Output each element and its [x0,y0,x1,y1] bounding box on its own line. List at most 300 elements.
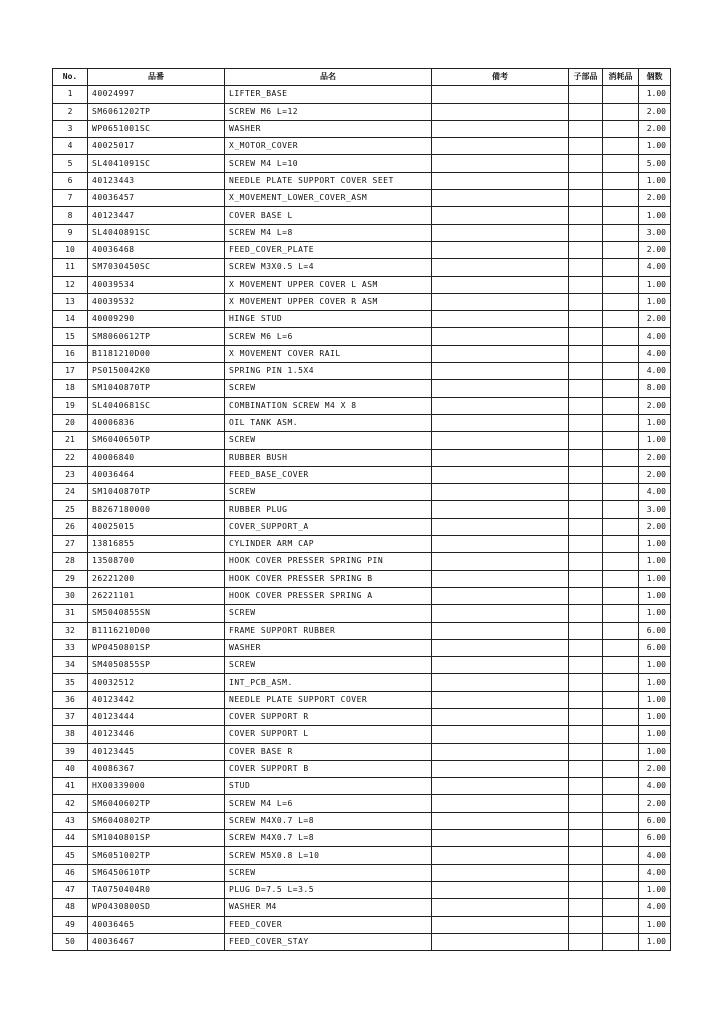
remarks [432,380,569,397]
consumable-flag [603,726,639,743]
part-name: X MOVEMENT COVER RAIL [225,345,432,362]
part-number: SM6040650TP [88,432,225,449]
row-number: 34 [53,657,88,674]
part-number: SM8060612TP [88,328,225,345]
part-number: 40024997 [88,86,225,103]
part-number: 40123446 [88,726,225,743]
subpart-flag [569,657,603,674]
consumable-flag [603,466,639,483]
part-name: X_MOVEMENT_LOWER_COVER_ASM [225,190,432,207]
consumable-flag [603,916,639,933]
consumable-flag [603,414,639,431]
quantity: 1.00 [639,432,671,449]
quantity: 2.00 [639,241,671,258]
row-number: 17 [53,363,88,380]
part-number: 40006836 [88,414,225,431]
part-number: SM6061202TP [88,103,225,120]
part-name: NEEDLE PLATE SUPPORT COVER SEET [225,172,432,189]
subpart-flag [569,172,603,189]
remarks [432,795,569,812]
part-number: 40009290 [88,311,225,328]
part-number: 40036464 [88,466,225,483]
part-name: COVER BASE L [225,207,432,224]
subpart-flag [569,103,603,120]
part-name: SCREW [225,432,432,449]
remarks [432,190,569,207]
row-number: 27 [53,536,88,553]
part-name: CYLINDER ARM CAP [225,536,432,553]
remarks [432,397,569,414]
table-row [53,328,671,345]
part-name: SCREW [225,864,432,881]
remarks [432,466,569,483]
quantity: 4.00 [639,899,671,916]
part-name: SCREW M4 L=10 [225,155,432,172]
row-number: 38 [53,726,88,743]
part-number: SM5040855SN [88,605,225,622]
part-number: 40123444 [88,708,225,725]
remarks [432,639,569,656]
part-number: SM6051002TP [88,847,225,864]
remarks [432,86,569,103]
table-row [53,570,671,587]
subpart-flag [569,501,603,518]
row-number: 4 [53,138,88,155]
part-number: HX00339000 [88,778,225,795]
consumable-flag [603,622,639,639]
header-no: No. [53,69,88,86]
table-row [53,553,671,570]
remarks [432,743,569,760]
remarks [432,864,569,881]
part-number: SM6040802TP [88,812,225,829]
table-row [53,847,671,864]
part-name: LIFTER_BASE [225,86,432,103]
part-name: RUBBER BUSH [225,449,432,466]
quantity: 4.00 [639,259,671,276]
part-name: COVER SUPPORT L [225,726,432,743]
row-number: 29 [53,570,88,587]
part-name: FEED_COVER_STAY [225,933,432,950]
row-number: 13 [53,293,88,310]
subpart-flag [569,293,603,310]
subpart-flag [569,795,603,812]
part-name: HOOK COVER PRESSER SPRING B [225,570,432,587]
subpart-flag [569,778,603,795]
part-name: OIL TANK ASM. [225,414,432,431]
row-number: 8 [53,207,88,224]
table-row [53,190,671,207]
remarks [432,501,569,518]
table-row [53,363,671,380]
part-number: 40123442 [88,691,225,708]
subpart-flag [569,743,603,760]
part-name: FRAME SUPPORT RUBBER [225,622,432,639]
subpart-flag [569,518,603,535]
consumable-flag [603,363,639,380]
table-row [53,812,671,829]
quantity: 6.00 [639,830,671,847]
part-number: 26221101 [88,587,225,604]
table-row [53,120,671,137]
subpart-flag [569,881,603,898]
part-name: SCREW M6 L=12 [225,103,432,120]
table-row [53,380,671,397]
row-number: 40 [53,760,88,777]
subpart-flag [569,760,603,777]
remarks [432,778,569,795]
table-row [53,86,671,103]
quantity: 2.00 [639,311,671,328]
remarks [432,881,569,898]
subpart-flag [569,484,603,501]
remarks [432,570,569,587]
remarks [432,414,569,431]
remarks [432,345,569,362]
remarks [432,224,569,241]
header-remarks: 備考 [432,69,569,86]
consumable-flag [603,778,639,795]
part-number: 13508700 [88,553,225,570]
consumable-flag [603,190,639,207]
part-name: FEED_BASE_COVER [225,466,432,483]
part-number: TA0750404R0 [88,881,225,898]
part-name: COVER SUPPORT B [225,760,432,777]
remarks [432,449,569,466]
part-name: FEED_COVER_PLATE [225,241,432,258]
table-row [53,605,671,622]
part-name: HOOK COVER PRESSER SPRING A [225,587,432,604]
part-name: SPRING PIN 1.5X4 [225,363,432,380]
part-name: RUBBER PLUG [225,501,432,518]
consumable-flag [603,155,639,172]
quantity: 4.00 [639,363,671,380]
part-number: 40036465 [88,916,225,933]
header-part-number: 品番 [88,69,225,86]
part-name: SCREW [225,380,432,397]
part-name: SCREW M4X0.7 L=8 [225,830,432,847]
part-name: COVER SUPPORT R [225,708,432,725]
table-row [53,743,671,760]
remarks [432,155,569,172]
consumable-flag [603,345,639,362]
part-number: 40039532 [88,293,225,310]
quantity: 2.00 [639,397,671,414]
table-row [53,899,671,916]
part-name: SCREW [225,657,432,674]
remarks [432,484,569,501]
part-name: WASHER [225,639,432,656]
row-number: 11 [53,259,88,276]
table-row [53,760,671,777]
consumable-flag [603,224,639,241]
quantity: 4.00 [639,864,671,881]
row-number: 43 [53,812,88,829]
part-name: SCREW [225,605,432,622]
row-number: 50 [53,933,88,950]
row-number: 21 [53,432,88,449]
part-number: SM1040801SP [88,830,225,847]
consumable-flag [603,432,639,449]
quantity: 1.00 [639,916,671,933]
row-number: 26 [53,518,88,535]
part-name: NEEDLE PLATE SUPPORT COVER [225,691,432,708]
subpart-flag [569,691,603,708]
table-row [53,674,671,691]
subpart-flag [569,155,603,172]
table-row [53,691,671,708]
subpart-flag [569,570,603,587]
subpart-flag [569,587,603,604]
table-row [53,639,671,656]
remarks [432,293,569,310]
part-name: X MOVEMENT UPPER COVER L ASM [225,276,432,293]
part-number: SM6040602TP [88,795,225,812]
subpart-flag [569,397,603,414]
subpart-flag [569,120,603,137]
remarks [432,207,569,224]
remarks [432,657,569,674]
part-number: B8267180000 [88,501,225,518]
table-row [53,657,671,674]
quantity: 1.00 [639,276,671,293]
subpart-flag [569,708,603,725]
subpart-flag [569,466,603,483]
quantity: 1.00 [639,570,671,587]
remarks [432,847,569,864]
part-number: 40036457 [88,190,225,207]
consumable-flag [603,657,639,674]
subpart-flag [569,138,603,155]
part-number: B1116210D00 [88,622,225,639]
part-number: 40036468 [88,241,225,258]
part-name: SCREW M4 L=6 [225,795,432,812]
remarks [432,311,569,328]
part-name: SCREW M6 L=6 [225,328,432,345]
part-name: COVER_SUPPORT_A [225,518,432,535]
row-number: 20 [53,414,88,431]
remarks [432,916,569,933]
remarks [432,622,569,639]
table-row [53,881,671,898]
consumable-flag [603,501,639,518]
subpart-flag [569,328,603,345]
consumable-flag [603,864,639,881]
part-number: SM4050855SP [88,657,225,674]
row-number: 14 [53,311,88,328]
subpart-flag [569,812,603,829]
consumable-flag [603,103,639,120]
subpart-flag [569,86,603,103]
consumable-flag [603,847,639,864]
subpart-flag [569,674,603,691]
header-quantity: 個数 [639,69,671,86]
table-row [53,916,671,933]
remarks [432,553,569,570]
quantity: 2.00 [639,760,671,777]
part-name: SCREW M5X0.8 L=10 [225,847,432,864]
row-number: 41 [53,778,88,795]
consumable-flag [603,899,639,916]
consumable-flag [603,795,639,812]
part-number: SL4040681SC [88,397,225,414]
table-row [53,536,671,553]
row-number: 23 [53,466,88,483]
remarks [432,172,569,189]
consumable-flag [603,207,639,224]
table-row [53,207,671,224]
subpart-flag [569,241,603,258]
quantity: 6.00 [639,622,671,639]
subpart-flag [569,432,603,449]
subpart-flag [569,639,603,656]
row-number: 15 [53,328,88,345]
remarks [432,536,569,553]
part-number: WP0651001SC [88,120,225,137]
subpart-flag [569,380,603,397]
row-number: 24 [53,484,88,501]
consumable-flag [603,933,639,950]
consumable-flag [603,484,639,501]
subpart-flag [569,622,603,639]
consumable-flag [603,674,639,691]
part-number: 40039534 [88,276,225,293]
row-number: 28 [53,553,88,570]
subpart-flag [569,899,603,916]
subpart-flag [569,933,603,950]
remarks [432,518,569,535]
subpart-flag [569,449,603,466]
subpart-flag [569,605,603,622]
consumable-flag [603,639,639,656]
row-number: 46 [53,864,88,881]
consumable-flag [603,830,639,847]
consumable-flag [603,397,639,414]
quantity: 1.00 [639,881,671,898]
consumable-flag [603,172,639,189]
quantity: 1.00 [639,587,671,604]
row-number: 47 [53,881,88,898]
quantity: 1.00 [639,743,671,760]
quantity: 1.00 [639,207,671,224]
row-number: 31 [53,605,88,622]
part-name: PLUG D=7.5 L=3.5 [225,881,432,898]
part-name: WASHER M4 [225,899,432,916]
table-row [53,397,671,414]
part-number: 40036467 [88,933,225,950]
part-number: SM1040870TP [88,380,225,397]
consumable-flag [603,518,639,535]
table-row [53,587,671,604]
table-header-row [53,69,671,86]
quantity: 1.00 [639,553,671,570]
quantity: 8.00 [639,380,671,397]
row-number: 44 [53,830,88,847]
quantity: 4.00 [639,484,671,501]
table-row [53,276,671,293]
row-number: 10 [53,241,88,258]
row-number: 16 [53,345,88,362]
parts-table [52,68,671,951]
remarks [432,120,569,137]
quantity: 2.00 [639,518,671,535]
subpart-flag [569,553,603,570]
part-name: WASHER [225,120,432,137]
remarks [432,708,569,725]
quantity: 2.00 [639,795,671,812]
row-number: 6 [53,172,88,189]
remarks [432,103,569,120]
table-row [53,345,671,362]
part-number: WP0450801SP [88,639,225,656]
row-number: 18 [53,380,88,397]
row-number: 7 [53,190,88,207]
table-row [53,172,671,189]
row-number: 12 [53,276,88,293]
table-row [53,484,671,501]
quantity: 1.00 [639,536,671,553]
remarks [432,241,569,258]
table-row [53,155,671,172]
consumable-flag [603,241,639,258]
header-subpart: 子部品 [569,69,603,86]
table-row [53,708,671,725]
part-name: FEED_COVER [225,916,432,933]
row-number: 19 [53,397,88,414]
table-row [53,795,671,812]
part-number: 40123447 [88,207,225,224]
subpart-flag [569,363,603,380]
consumable-flag [603,449,639,466]
remarks [432,363,569,380]
row-number: 1 [53,86,88,103]
subpart-flag [569,414,603,431]
table-row [53,518,671,535]
row-number: 36 [53,691,88,708]
consumable-flag [603,553,639,570]
quantity: 2.00 [639,103,671,120]
remarks [432,674,569,691]
consumable-flag [603,743,639,760]
quantity: 5.00 [639,155,671,172]
row-number: 39 [53,743,88,760]
part-number: 40006840 [88,449,225,466]
row-number: 5 [53,155,88,172]
table-row [53,103,671,120]
subpart-flag [569,726,603,743]
part-name: COVER BASE R [225,743,432,760]
subpart-flag [569,830,603,847]
remarks [432,328,569,345]
consumable-flag [603,708,639,725]
part-number: B1181210D00 [88,345,225,362]
header-consumable: 消耗品 [603,69,639,86]
row-number: 42 [53,795,88,812]
quantity: 2.00 [639,120,671,137]
row-number: 32 [53,622,88,639]
table-body [53,86,671,951]
quantity: 1.00 [639,605,671,622]
part-number: 40086367 [88,760,225,777]
row-number: 35 [53,674,88,691]
quantity: 1.00 [639,726,671,743]
part-name: INT_PCB_ASM. [225,674,432,691]
subpart-flag [569,311,603,328]
subpart-flag [569,864,603,881]
quantity: 6.00 [639,812,671,829]
header-part-name: 品名 [225,69,432,86]
table-row [53,864,671,881]
